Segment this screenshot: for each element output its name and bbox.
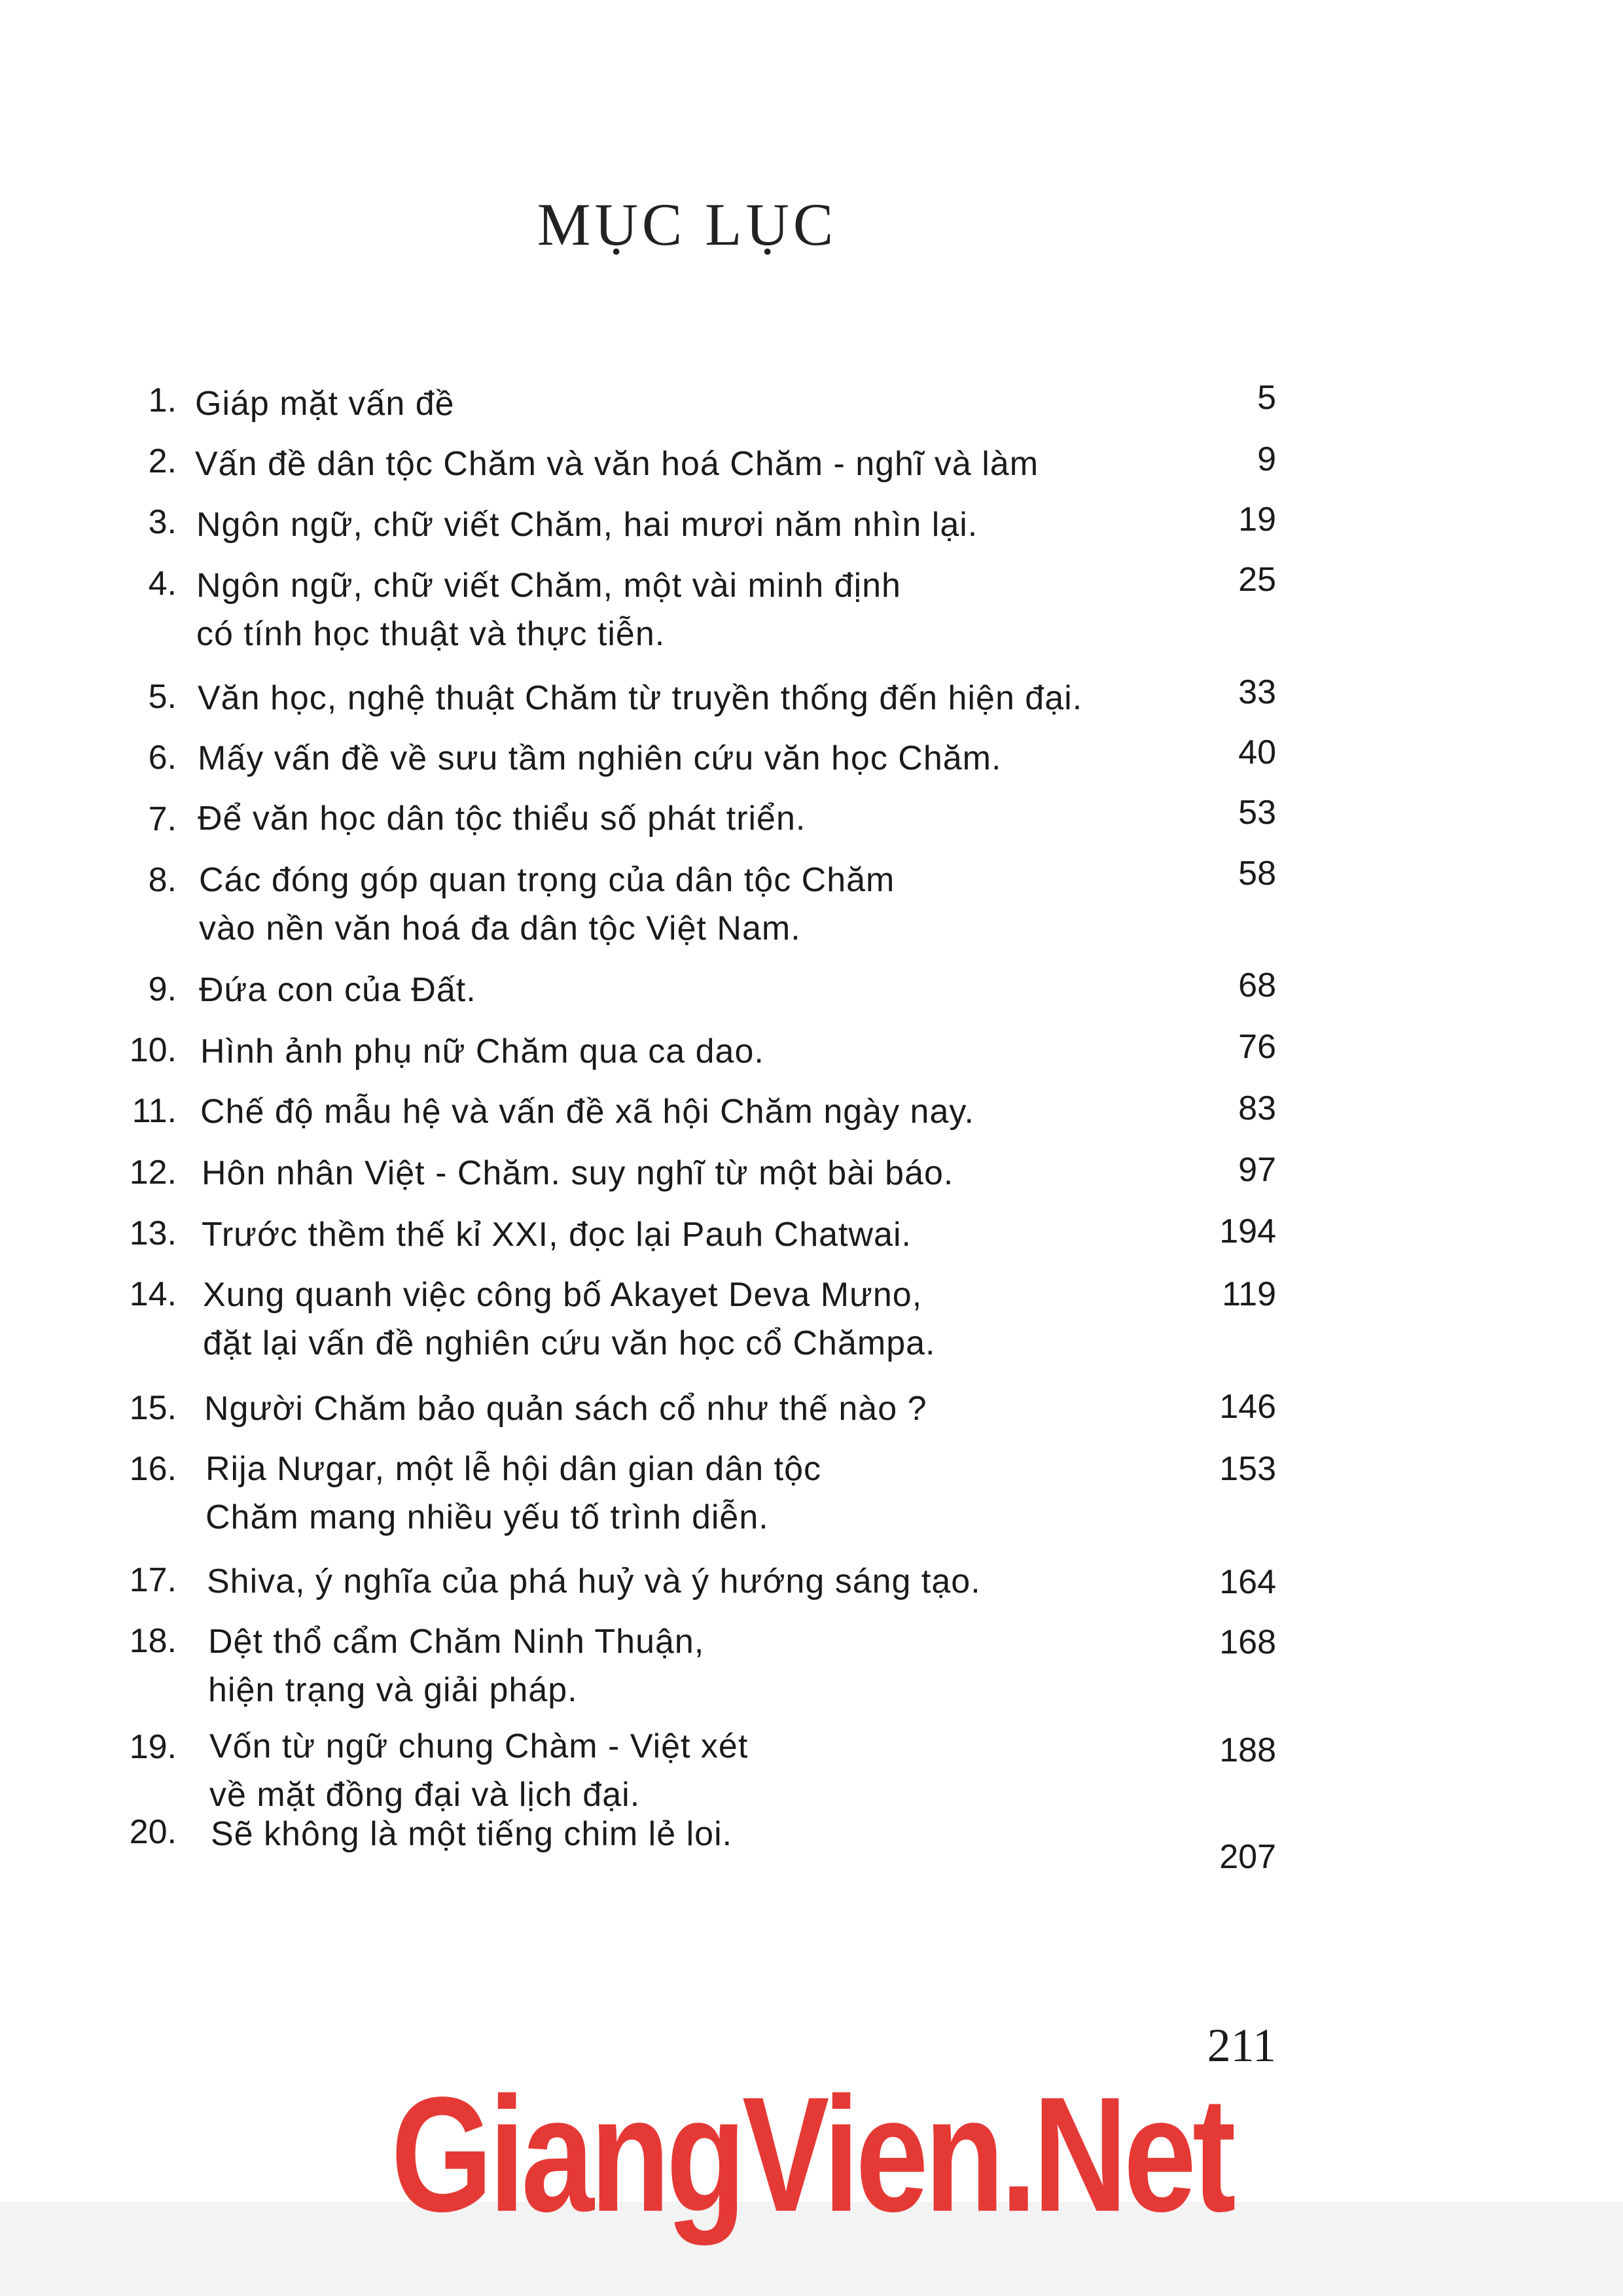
toc-entry-page: 53 [1238,794,1276,832]
toc-entry-page: 40 [1238,733,1276,771]
toc-entry-title: Vấn đề dân tộc Chăm và văn hoá Chăm - nghĩ và làm [195,445,1039,483]
toc-entry-number: 18. [129,1622,177,1660]
toc-entry-title: Shiva, ý nghĩa của phá huỷ và ý hướng sáng tạo. [207,1563,981,1600]
toc-entry-number: 4. [148,565,177,603]
toc-entry-title: Mấy vấn đề về sưu tầm nghiên cứu văn học Chăm. [198,739,1002,777]
toc-entry-title: Ngôn ngữ, chữ viết Chăm, một vài minh định có tính học thuật và thực tiễn. [196,567,901,653]
toc-entry-page: 188 [1219,1731,1276,1769]
toc-entry-number: 14. [129,1275,177,1313]
toc-entry-title: Văn học, nghệ thuật Chăm từ truyền thống đến hiện đại. [198,679,1083,717]
toc-entry-page: 153 [1219,1450,1276,1488]
page-title: MỤC LỤC [537,191,838,258]
toc-entry-title: Chế độ mẫu hệ và vấn đề xã hội Chăm ngày nay. [200,1093,974,1131]
toc-entry-number: 19. [129,1728,177,1766]
toc-entry-title: Để văn học dân tộc thiểu số phát triển. [198,800,806,838]
toc-entry-number: 8. [148,861,177,899]
toc-entry-page: 68 [1238,966,1276,1004]
toc-entry-page: 194 [1219,1212,1276,1250]
toc-entry-number: 1. [148,381,177,419]
toc-entry-page: 119 [1222,1275,1276,1313]
toc-entry-number: 3. [148,503,177,541]
toc-entry-number: 15. [129,1389,177,1427]
toc-entry-title: Đứa con của Đất. [199,971,476,1009]
toc-entry-page: 83 [1238,1089,1276,1127]
toc-entry-page: 19 [1238,501,1276,539]
page-number: 211 [1207,2019,1276,2072]
toc-entry-number: 11. [132,1092,177,1130]
toc-entry-title: Hôn nhân Việt - Chăm. suy nghĩ từ một bài báo. [202,1154,954,1192]
toc-entry-page: 5 [1257,379,1276,417]
toc-entry-number: 7. [148,800,177,838]
toc-entry-page: 25 [1238,561,1276,599]
toc-entry-page: 76 [1238,1028,1276,1066]
toc-entry-number: 10. [129,1031,177,1069]
toc-entry-page: 168 [1219,1623,1276,1661]
toc-entry-title: Các đóng góp quan trọng của dân tộc Chăm vào nền văn hoá đa dân tộc Việt Nam. [199,861,895,947]
toc-entry-page: 9 [1257,440,1276,478]
toc-entry-title: Giáp mặt vấn đề [195,385,455,423]
toc-entry-page: 33 [1238,673,1276,711]
watermark-logo: GiangVien.Net [391,2063,1232,2246]
toc-entry-title: Xung quanh việc công bố Akayet Deva Mưno, đặt lại vấn đề nghiên cứu văn học cổ Chămpa. [203,1276,936,1362]
toc-entry-page: 146 [1219,1388,1276,1426]
toc-entry-number: 5. [148,678,177,716]
toc-entry-title: Ngôn ngữ, chữ viết Chăm, hai mươi năm nhìn lại. [196,506,978,544]
toc-entry-number: 6. [148,739,177,777]
toc-entry-page: 58 [1238,855,1276,892]
toc-entry-number: 16. [129,1450,177,1488]
toc-entry-number: 20. [129,1813,177,1851]
toc-entry-page: 207 [1219,1838,1276,1876]
toc-entry-title: Sẽ không là một tiếng chim lẻ loi. [211,1815,733,1853]
toc-entry-title: Trước thềm thế kỉ XXI, đọc lại Pauh Chatwai. [202,1216,912,1254]
toc-entry-number: 12. [129,1154,177,1192]
toc-entry-title: Người Chăm bảo quản sách cổ như thế nào ? [204,1390,927,1428]
toc-entry-number: 9. [148,970,177,1008]
toc-entry-number: 17. [129,1561,177,1599]
toc-entry-page: 164 [1219,1563,1276,1601]
toc-entry-title: Hình ảnh phụ nữ Chăm qua ca dao. [200,1033,764,1070]
toc-entry-number: 2. [148,442,177,480]
toc-entry-title: Dệt thổ cẩm Chăm Ninh Thuận, hiện trạng và giải pháp. [208,1623,705,1709]
toc-entry-number: 13. [129,1214,177,1252]
toc-entry-title: Rija Nưgar, một lễ hội dân gian dân tộc Chăm mang nhiều yếu tố trình diễn. [205,1450,822,1536]
toc-entry-title: Vốn từ ngữ chung Chàm - Việt xét về mặt đồng đại và lịch đại. [209,1727,749,1814]
toc-entry-page: 97 [1238,1151,1276,1189]
